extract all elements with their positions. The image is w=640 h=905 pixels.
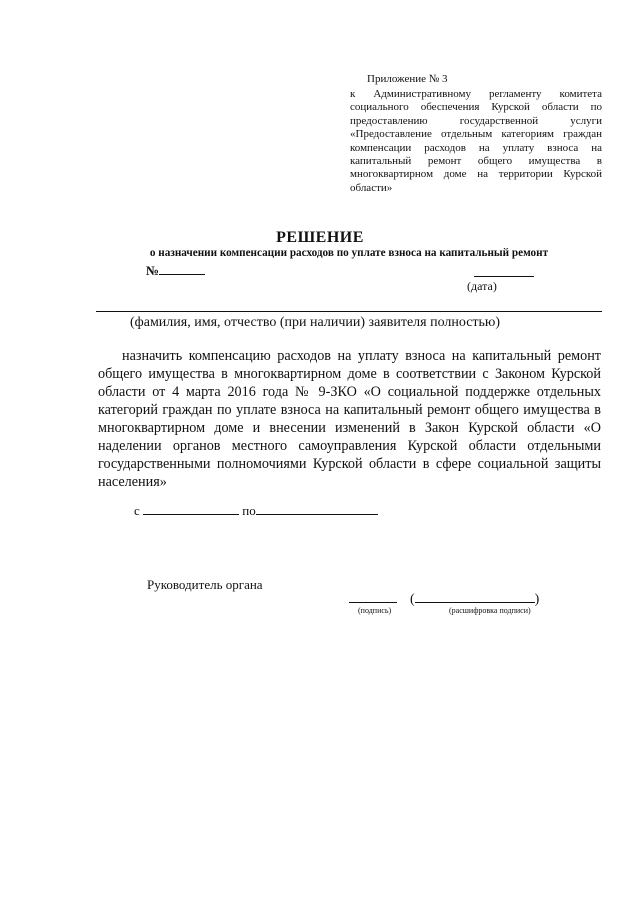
period-to-blank [256, 502, 378, 515]
number-label: № [146, 263, 160, 278]
period-to-label: по [242, 503, 256, 518]
number-field [146, 262, 205, 279]
document-title: РЕШЕНИЕ [276, 229, 364, 246]
appendix-text: к Административному регламенту комитета социального обеспечения Курской области по предоставлению государственной услуги «Предоставление отдельным категориям граждан компенсации расходов на уплату взноса на капитальный ремонт общего имущества в многоквартирном доме на территории Курской области» [350, 88, 602, 194]
decode-blank-line [415, 590, 535, 603]
decision-body-text: назначить компенсацию расходов на уплату взноса на капитальный ремонт общего имущества в многоквартирном доме в соответствии с Законом Курской области от 4 марта 2016 года № 9-ЗКО «О социальной поддержке отдельных категорий граждан по уплате взноса на капитальный ремонт общего имущества в многоквартирном доме и внесении изменений в Закон Курской области «О наделении органов местного самоуправления Курской области отдельными государственными полномочиями Курской области в сфере социальной защиты населения» [98, 348, 601, 490]
applicant-name-caption: (фамилия, имя, отчество (при наличии) заявителя полностью) [130, 315, 501, 330]
open-bracket: ( [410, 592, 415, 607]
period-from-blank [143, 502, 239, 515]
period-from-label: с [134, 503, 140, 518]
appendix-title: Приложение № 3 [367, 73, 448, 85]
head-of-body-label: Руководитель органа [147, 577, 263, 592]
signature-caption: (подпись) [358, 606, 392, 615]
document-subtitle: о назначении компенсации расходов по уплате взноса на капитальный ремонт [149, 247, 549, 259]
period-row [134, 502, 378, 519]
date-blank-line [474, 276, 534, 277]
close-bracket: ) [534, 592, 540, 607]
date-label: (дата) [467, 279, 497, 293]
decode-caption: (расшифровка подписи) [449, 606, 531, 615]
signature-blank-line [349, 602, 397, 603]
applicant-name-line [96, 311, 602, 312]
number-blank-line [159, 262, 205, 275]
